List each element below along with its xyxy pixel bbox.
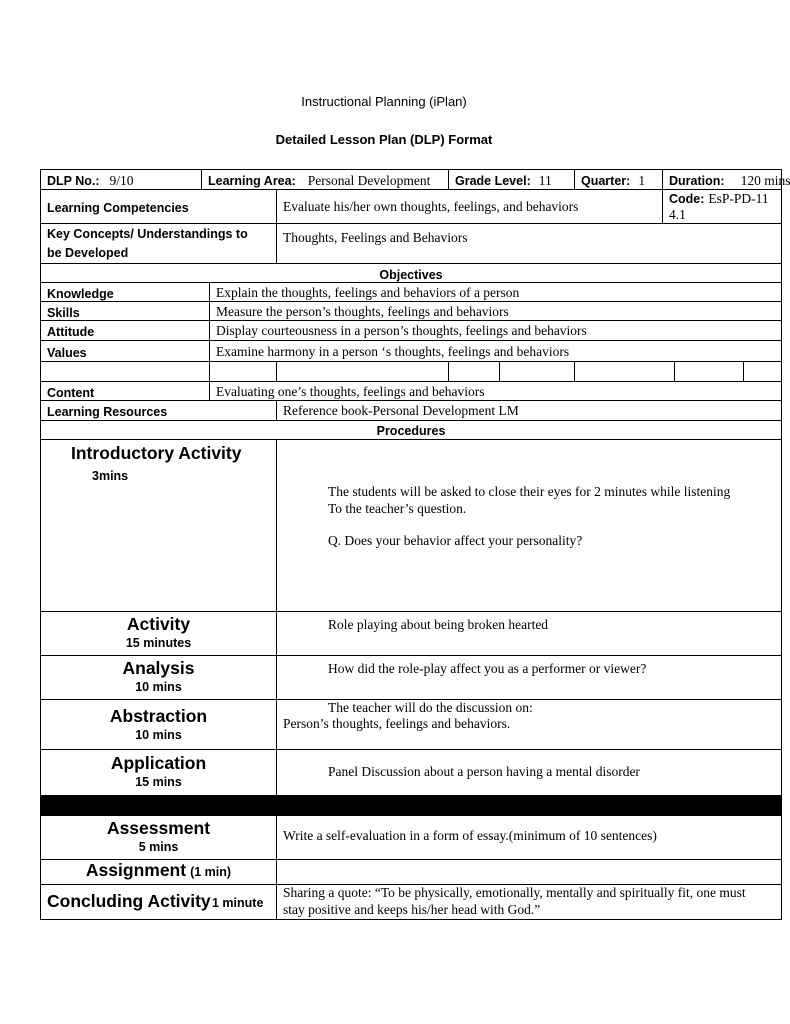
empty-cell xyxy=(574,361,675,382)
introductory-activity-title: Introductory Activity xyxy=(71,443,242,463)
objectives-heading-cell xyxy=(40,263,782,283)
application-content-cell xyxy=(276,749,782,796)
grade-level-label: Grade Level: xyxy=(455,174,531,188)
empty-cell xyxy=(276,361,449,382)
abstraction-label-cell xyxy=(40,699,277,750)
objective-label-text: Skills xyxy=(47,306,80,320)
objective-value-text: Explain the thoughts, feelings and behaviors of a person xyxy=(216,285,520,300)
activity-label-cell xyxy=(40,611,277,656)
introductory-activity-question: Q. Does your behavior affect your personality? xyxy=(328,533,583,548)
learning-resources-label: Learning Resources xyxy=(47,405,168,419)
objective-value-values xyxy=(209,340,782,362)
learning-resources-label-cell xyxy=(40,400,277,421)
assignment-content-cell xyxy=(276,859,782,885)
activity-title: Activity xyxy=(126,614,191,634)
objective-value-attitude xyxy=(209,320,782,341)
activity-content-cell xyxy=(276,611,782,656)
assignment-title: Assignment xyxy=(85,860,187,880)
application-title: Application xyxy=(110,753,207,773)
abstraction-content-cell xyxy=(276,699,782,750)
learning-competencies-label-cell xyxy=(40,189,277,224)
abstraction-title: Abstraction xyxy=(109,706,208,726)
empty-cell xyxy=(40,361,210,382)
concluding-activity-title: Concluding Activity xyxy=(47,891,211,911)
assignment-time: (1 min) xyxy=(190,865,232,879)
analysis-text: How did the role-play affect you as a performer or viewer? xyxy=(328,661,647,676)
quarter-label: Quarter: xyxy=(581,174,631,188)
learning-resources-value-cell xyxy=(276,400,782,421)
assessment-time: 5 mins xyxy=(138,840,179,854)
assessment-text: Write a self-evaluation in a form of essay.(minimum of 10 sentences) xyxy=(283,828,657,843)
content-label: Content xyxy=(47,386,95,400)
dlp-number-value: 9/10 xyxy=(109,173,134,188)
concluding-activity-text-line-2: stay positive and keeps his/her head with God.” xyxy=(283,902,541,917)
analysis-time: 10 mins xyxy=(135,680,182,694)
quarter-cell xyxy=(574,169,663,190)
black-divider-bar xyxy=(40,795,782,816)
grade-level-value: 11 xyxy=(538,173,552,188)
code-cell xyxy=(662,189,782,224)
learning-area-cell xyxy=(201,169,449,190)
introductory-activity-line-1: The students will be asked to close their eyes for 2 minutes while listening xyxy=(328,484,731,499)
concluding-activity-text-line-1: Sharing a quote: “To be physically, emotionally, mentally and spiritually fit, one must xyxy=(283,885,746,900)
objective-value-text: Measure the person’s thoughts, feelings and behaviors xyxy=(216,304,509,319)
key-concepts-label-line-1: Key Concepts/ Understandings to xyxy=(47,227,248,241)
concluding-activity-content-cell xyxy=(276,884,782,920)
objective-label-text: Values xyxy=(47,346,87,360)
objectives-heading: Objectives xyxy=(379,268,443,282)
learning-competencies-label: Learning Competencies xyxy=(47,201,189,215)
quarter-value: 1 xyxy=(638,173,646,188)
learning-competencies-value: Evaluate his/her own thoughts, feelings, and behaviors xyxy=(283,199,579,214)
content-value: Evaluating one’s thoughts, feelings and behaviors xyxy=(216,384,485,399)
introductory-activity-content-cell xyxy=(276,439,782,612)
duration-cell xyxy=(662,169,790,190)
learning-area-value: Personal Development xyxy=(307,173,431,188)
abstraction-time: 10 mins xyxy=(135,728,182,742)
content-value-cell xyxy=(209,381,782,401)
analysis-label-cell xyxy=(40,655,277,700)
assessment-label-cell xyxy=(40,815,277,860)
dlp-number-label: DLP No.: xyxy=(47,174,100,188)
activity-time: 15 minutes xyxy=(125,636,192,650)
learning-area-label: Learning Area: xyxy=(208,174,296,188)
code-value-line-2: 4.1 xyxy=(669,207,686,222)
key-concepts-value-cell xyxy=(276,223,782,264)
key-concepts-value: Thoughts, Feelings and Behaviors xyxy=(283,230,468,245)
introductory-activity-time: 3mins xyxy=(92,469,129,483)
empty-cell xyxy=(743,361,782,382)
document-subtitle: Detailed Lesson Plan (DLP) Format xyxy=(275,132,493,147)
learning-resources-value: Reference book-Personal Development LM xyxy=(283,403,519,418)
abstraction-text-line-2: Person’s thoughts, feelings and behaviors. xyxy=(283,716,511,731)
empty-cell xyxy=(674,361,744,382)
code-label: Code: xyxy=(669,192,705,206)
key-concepts-label-cell xyxy=(40,223,277,264)
dlp-number-cell xyxy=(40,169,202,190)
objective-label-text: Knowledge xyxy=(47,287,114,301)
empty-cell xyxy=(209,361,277,382)
empty-cell xyxy=(499,361,575,382)
analysis-content-cell xyxy=(276,655,782,700)
activity-text: Role playing about being broken hearted xyxy=(328,617,549,632)
grade-level-cell xyxy=(448,169,575,190)
procedures-heading: Procedures xyxy=(376,424,446,438)
objective-value-knowledge xyxy=(209,282,782,302)
key-concepts-label-line-2: be Developed xyxy=(47,246,129,260)
assessment-content-cell xyxy=(276,815,782,860)
duration-value: 120 mins xyxy=(740,173,790,188)
objective-label-values xyxy=(40,340,210,362)
objective-label-knowledge xyxy=(40,282,210,302)
analysis-title: Analysis xyxy=(122,658,195,678)
assignment-label-cell xyxy=(40,859,277,885)
objective-value-skills xyxy=(209,301,782,321)
objective-value-text: Display courteousness in a person’s thoughts, feelings and behaviors xyxy=(216,323,587,338)
procedures-heading-cell xyxy=(40,420,782,440)
objective-label-attitude xyxy=(40,320,210,341)
abstraction-text-line-1: The teacher will do the discussion on: xyxy=(328,700,533,715)
empty-cell xyxy=(448,361,500,382)
introductory-activity-line-2: To the teacher’s question. xyxy=(328,501,467,516)
objective-label-text: Attitude xyxy=(47,325,95,339)
application-label-cell xyxy=(40,749,277,796)
objective-value-text: Examine harmony in a person ‘s thoughts, feelings and behaviors xyxy=(216,344,570,359)
application-time: 15 mins xyxy=(135,775,182,789)
duration-label: Duration: xyxy=(669,174,725,188)
application-text: Panel Discussion about a person having a mental disorder xyxy=(328,764,640,779)
assessment-title: Assessment xyxy=(106,818,211,838)
content-label-cell xyxy=(40,381,210,401)
document-title: Instructional Planning (iPlan) xyxy=(301,94,467,109)
concluding-activity-time: 1 minute xyxy=(212,896,264,910)
objective-label-skills xyxy=(40,301,210,321)
learning-competencies-value-cell xyxy=(276,189,663,224)
concluding-activity-label-cell xyxy=(40,884,277,920)
code-value: EsP-PD-11 xyxy=(708,191,769,206)
introductory-activity-label-cell xyxy=(40,439,277,612)
